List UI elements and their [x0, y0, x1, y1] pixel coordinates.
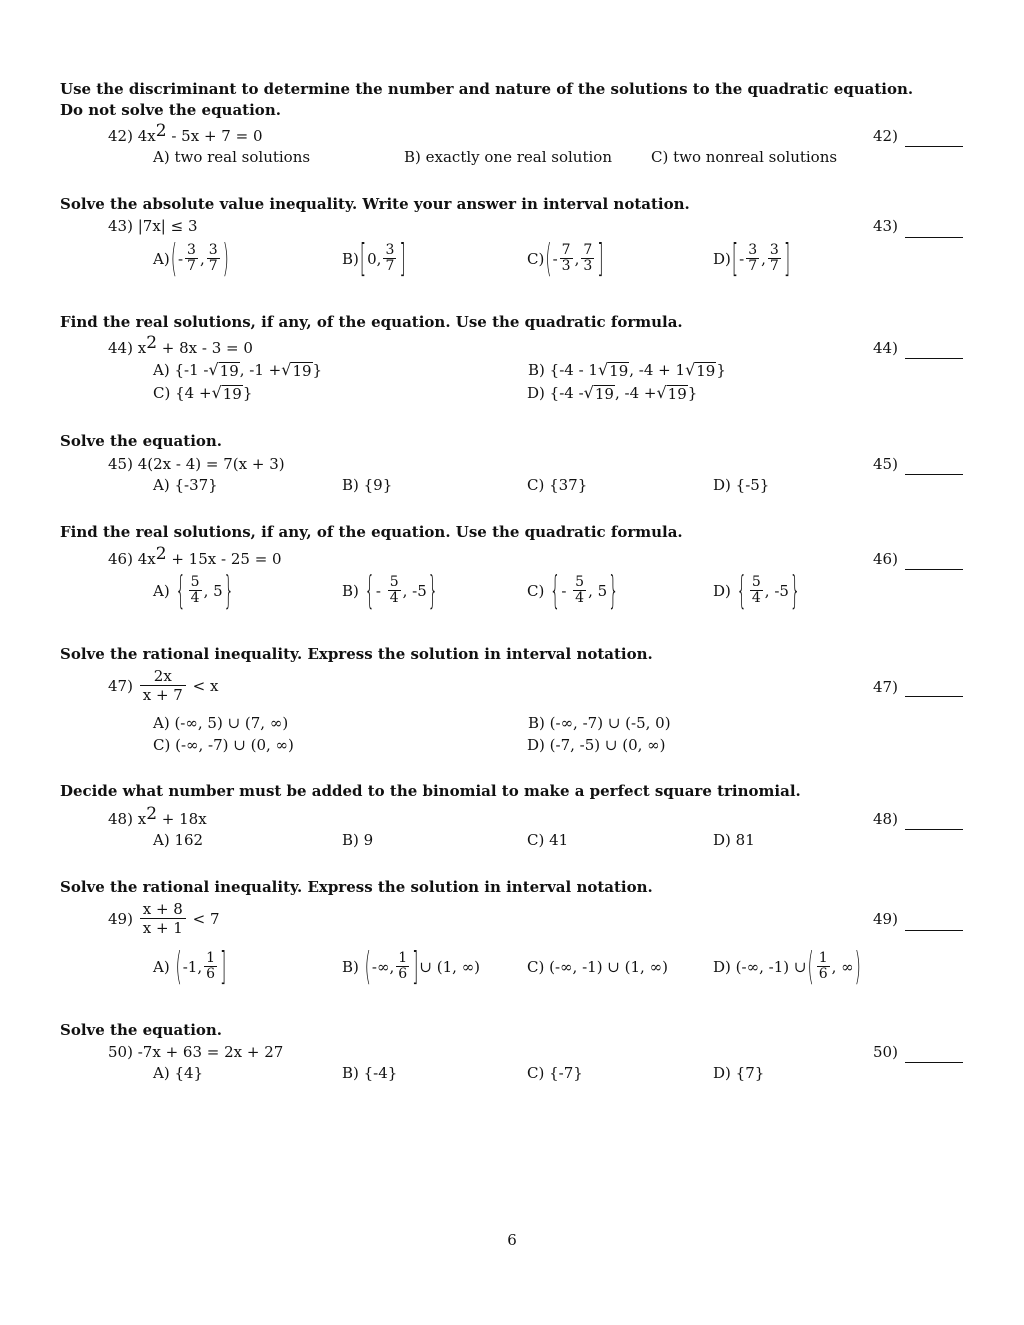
fraction: $\frac{3}{7}$	[385, 242, 395, 274]
question-text: 45) 4(2x - 4) = 7(x + 3)	[108, 455, 285, 473]
option-b[interactable]: B) { - $\frac{5}{4}$ , -5 }	[342, 566, 438, 613]
option-d[interactable]: D) (-∞, -1) ∪ ( $\frac{1}{6}$ , ∞ )	[713, 942, 861, 989]
fraction: $\frac{1}{6}$	[398, 950, 408, 982]
directions: Solve the equation.	[60, 432, 223, 450]
sqrt: √ 19	[597, 360, 629, 380]
sqrt: √ 19	[685, 360, 716, 380]
fraction: $\frac{x + 8}{x + 1}$	[140, 900, 186, 937]
option-c[interactable]: C) {37}	[527, 476, 588, 494]
fraction: $\frac{5}{4}$	[190, 574, 200, 606]
option-d[interactable]: D) {7}	[713, 1064, 765, 1082]
sqrt: √ 19	[281, 360, 312, 380]
answer-number: 46)	[873, 550, 898, 568]
directions: Find the real solutions, if any, of the equation. Use the quadratic formula.	[60, 523, 683, 541]
question-text: 48) $x^2 + 18x$	[108, 804, 207, 828]
option-c[interactable]: C) ( - $\frac{7}{3}$ , $\frac{7}{3}$ ]	[527, 234, 604, 281]
directions: Solve the rational inequality. Express the solution in interval notation.	[60, 645, 653, 663]
option-a[interactable]: A) two real solutions	[153, 148, 311, 166]
option-a[interactable]: A) { $\frac{5}{4}$ , 5 }	[153, 566, 234, 613]
option-b[interactable]: B) ( -∞, $\frac{1}{6}$ ] ∪ (1, ∞)	[342, 942, 481, 989]
option-a[interactable]: A) (-∞, 5) ∪ (7, ∞)	[153, 714, 289, 732]
fraction: $\frac{3}{7}$	[769, 242, 779, 274]
answer-blank[interactable]	[905, 696, 963, 697]
option-b[interactable]: B) {-4}	[342, 1064, 398, 1082]
question-text: 44) $x^2 + 8x - 3 = 0$	[108, 333, 253, 357]
answer-number: 48)	[873, 810, 898, 828]
option-c[interactable]: C) (-∞, -1) ∪ (1, ∞)	[527, 958, 668, 976]
fraction: $\frac{1}{6}$	[818, 950, 828, 982]
fraction: $\frac{3}{7}$	[208, 242, 218, 274]
option-d[interactable]: D) 81	[713, 831, 755, 849]
fraction: $\frac{5}{4}$	[751, 574, 761, 606]
sqrt: √ 19	[208, 360, 239, 380]
fraction: $\frac{7}{3}$	[561, 242, 571, 274]
answer-number: 49)	[873, 910, 898, 928]
sqrt: √ 19	[211, 383, 242, 403]
answer-number: 42)	[873, 127, 898, 145]
answer-blank[interactable]	[905, 829, 963, 830]
directions: Solve the rational inequality. Express the solution in interval notation.	[60, 878, 653, 896]
sqrt: √ 19	[583, 383, 614, 403]
directions: Solve the equation.	[60, 1021, 223, 1039]
answer-number: 43)	[873, 217, 898, 235]
question-text: 42) $4x^2 - 5x + 7 = 0$	[108, 121, 263, 145]
sqrt: √ 19	[656, 383, 687, 403]
answer-blank[interactable]	[905, 146, 963, 147]
option-d[interactable]: D) { $\frac{5}{4}$ , -5 }	[713, 566, 801, 613]
option-c[interactable]: C) two nonreal solutions	[651, 148, 838, 166]
fraction: $\frac{5}{4}$	[575, 574, 585, 606]
directions: Decide what number must be added to the binomial to make a perfect square trinomial.	[60, 782, 801, 800]
option-c[interactable]: C) (-∞, -7) ∪ (0, ∞)	[153, 736, 294, 754]
option-c[interactable]: C) { - $\frac{5}{4}$ , 5 }	[527, 566, 619, 613]
option-a[interactable]: A) 162	[153, 831, 204, 849]
directions: Use the discriminant to determine the number and nature of the solutions to the quadratic equation. Do not solve the equation.	[60, 80, 914, 119]
question-text: 43) |7x| ≤ 3	[108, 217, 198, 235]
option-b[interactable]: B) (-∞, -7) ∪ (-5, 0)	[528, 714, 671, 732]
option-a[interactable]: A) ( - $\frac{3}{7}$ , $\frac{3}{7}$ )	[153, 234, 229, 281]
answer-number: 50)	[873, 1043, 898, 1061]
fraction: $\frac{3}{7}$	[748, 242, 758, 274]
option-a[interactable]: A) ( -1, $\frac{1}{6}$ ]	[153, 942, 227, 989]
answer-number: 44)	[873, 339, 898, 357]
question-text: 50) -7x + 63 = 2x + 27	[108, 1043, 284, 1061]
option-b[interactable]: B) exactly one real solution	[404, 148, 612, 166]
option-b[interactable]: B) [ 0, $\frac{3}{7}$ ]	[342, 234, 406, 281]
option-b[interactable]: B) 9	[342, 831, 374, 849]
option-d[interactable]: D) {-5}	[713, 476, 770, 494]
answer-blank[interactable]	[905, 930, 963, 931]
fraction: $\frac{3}{7}$	[187, 242, 196, 274]
question-text: 46) $4x^2 + 15x - 25 = 0$	[108, 544, 282, 568]
option-c[interactable]: C) {4 + √ 19 }	[153, 383, 253, 403]
answer-number: 45)	[873, 455, 898, 473]
option-c[interactable]: C) {-7}	[527, 1064, 583, 1082]
page-number: 6	[507, 1231, 517, 1249]
fraction: $\frac{7}{3}$	[583, 242, 593, 274]
option-a[interactable]: A) {-1 - √ 19 , -1 + √ 19 }	[153, 360, 323, 380]
answer-blank[interactable]	[905, 1062, 963, 1063]
option-d[interactable]: D) {-4 - √ 19 , -4 + √ 19 }	[527, 383, 698, 403]
answer-number: 47)	[873, 678, 898, 696]
option-a[interactable]: A) {4}	[153, 1064, 204, 1082]
option-d[interactable]: D) (-7, -5) ∪ (0, ∞)	[527, 736, 666, 754]
answer-blank[interactable]	[905, 358, 963, 359]
option-b[interactable]: B) {-4 - 1 √ 19 , -4 + 1 √ 19 }	[528, 360, 726, 380]
option-a[interactable]: A) {-37}	[153, 476, 218, 494]
directions: Solve the absolute value inequality. Write your answer in interval notation.	[60, 195, 690, 213]
answer-blank[interactable]	[905, 237, 963, 238]
question-text: 47) $\frac{2x}{x + 7}$ < x	[108, 667, 219, 704]
question-text: 49) $\frac{x + 8}{x + 1}$ < 7	[108, 900, 220, 937]
fraction: $\frac{1}{6}$	[206, 950, 216, 982]
option-c[interactable]: C) 41	[527, 831, 569, 849]
answer-blank[interactable]	[905, 474, 963, 475]
option-b[interactable]: B) {9}	[342, 476, 393, 494]
fraction: $\frac{5}{4}$	[389, 574, 399, 606]
option-d[interactable]: D) [ - $\frac{3}{7}$ , $\frac{3}{7}$ ]	[713, 234, 791, 281]
answer-blank[interactable]	[905, 569, 963, 570]
directions: Find the real solutions, if any, of the equation. Use the quadratic formula.	[60, 313, 683, 331]
fraction: $\frac{2x}{x + 7}$	[140, 667, 186, 704]
